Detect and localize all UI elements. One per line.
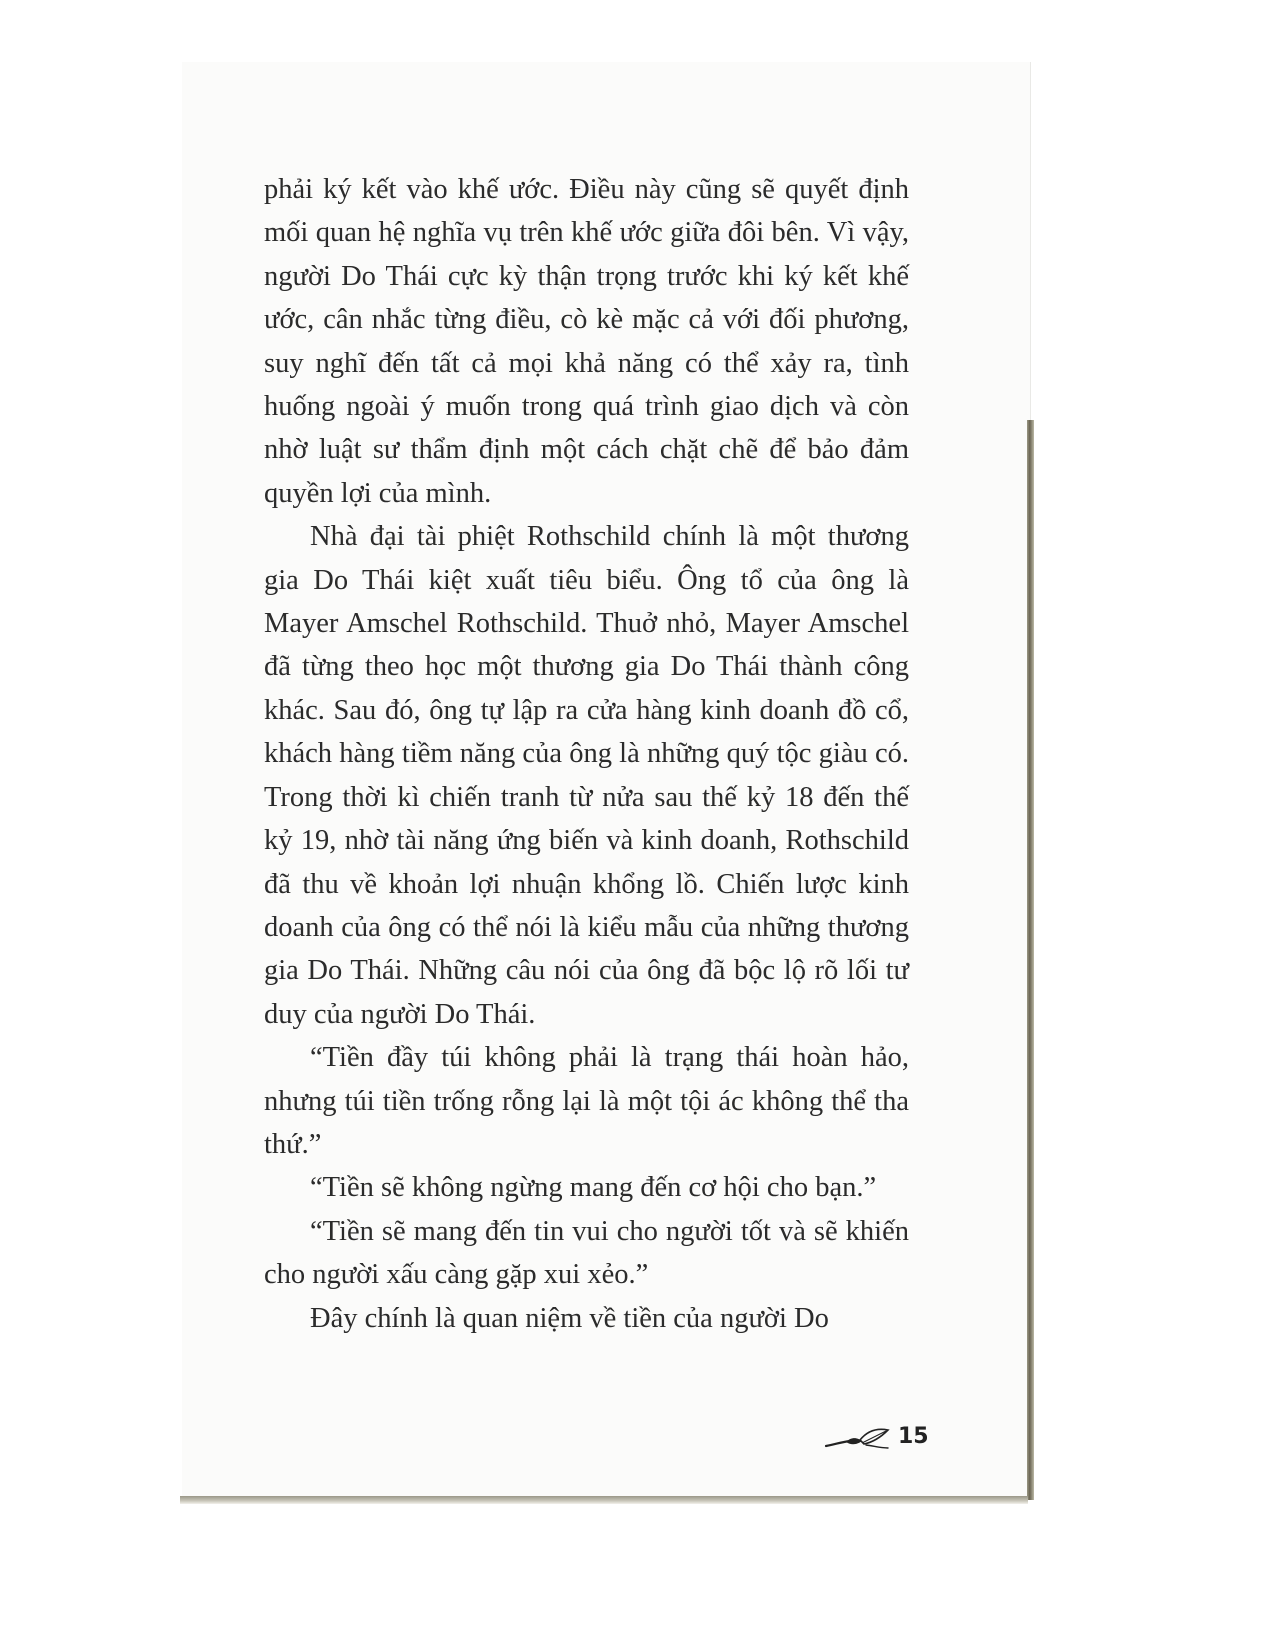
paragraph-quote-3: “Tiền sẽ mang đến tin vui cho người tốt và sẽ khiến cho người xấu càng gặp xui xẻo.” xyxy=(264,1215,909,1291)
page-footer xyxy=(822,1422,929,1456)
paragraph-rothschild: Nhà đại tài phiệt Rothschild chính là một thương gia Do Thái kiệt xuất tiêu biểu. Ông tổ của ông là Mayer Amschel Rothschild. Thuở nhỏ, Mayer Amschel đã từng theo học một thương gia Do Thái thành công khác. Sau đó, ông tự lập ra cửa hàng kinh doanh đồ cổ, khách hàng tiềm năng của ông là những quý tộc giàu có. Trong thời kì chiến tranh từ nửa sau thế kỷ 18 đến thế kỷ 19, nhờ tài năng ứng biến và kinh doanh, Rothschild đã thu về khoản lợi nhuận khổng lồ. Chiến lược kinh doanh của ông có thể nói là kiểu mẫu của những thương gia Do Thái. Những câu nói của ông đã bộc lộ rõ lối tư duy của người Do Thái. xyxy=(264,521,909,1030)
page-edge-shadow xyxy=(1027,420,1034,1500)
paragraph-continuation: phải ký kết vào khế ước. Điều này cũng sẽ quyết định mối quan hệ nghĩa vụ trên khế ước giữa đôi bên. Vì vậy, người Do Thái cực kỳ thận trọng trước khi ký kết khế ước, cân nhắc từng điều, cò kè mặc cả với đối phương, suy nghĩ đến tất cả mọi khả năng có thể xảy ra, tình huống ngoài ý muốn trong quá trình giao dịch và còn nhờ luật sư thẩm định một cách chặt chẽ để bảo đảm quyền lợi của mình. xyxy=(264,174,909,509)
paragraph-conclusion: Đây chính là quan niệm về tiền của người Do xyxy=(310,1302,829,1334)
paragraph-quote-2: “Tiền sẽ không ngừng mang đến cơ hội cho bạn.” xyxy=(310,1172,877,1204)
body-text xyxy=(264,168,909,1340)
paragraph-quote-1: “Tiền đầy túi không phải là trạng thái hoàn hảo, nhưng túi tiền trống rỗng lại là một tội ác không thể tha thứ.” xyxy=(264,1042,909,1160)
quill-pen-icon xyxy=(822,1424,894,1454)
page-number: 15 xyxy=(898,1424,929,1449)
page-bottom-edge xyxy=(180,1496,1028,1504)
